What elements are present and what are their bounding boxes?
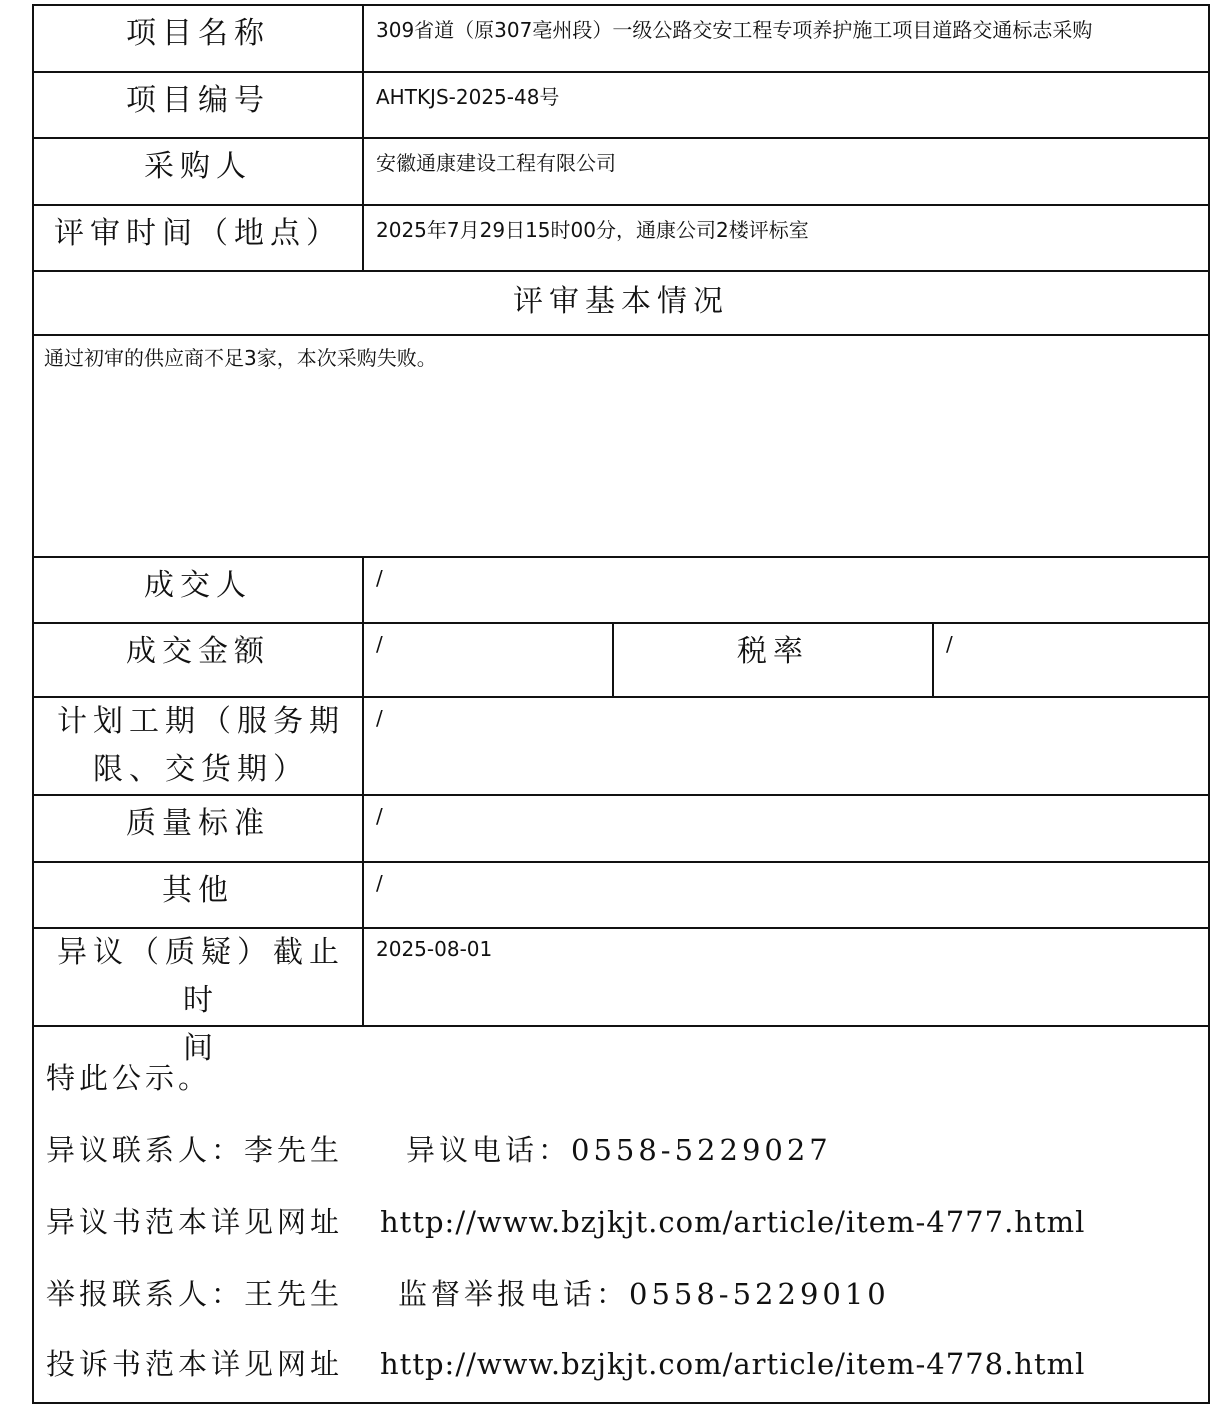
announcement-table	[32, 4, 1210, 1404]
deadline-label-line2: 间	[183, 1031, 219, 1066]
project-no-value: AHTKJS-2025-48号	[376, 85, 560, 109]
section-title-row	[34, 272, 1208, 336]
review-time-row	[34, 206, 1208, 272]
amount-value: /	[376, 632, 383, 656]
summary-row	[34, 336, 1208, 558]
objection-template-url[interactable]: http://www.bzjkjt.com/article/item-4777.html	[380, 1205, 1086, 1239]
objection-contact: 异议联系人：李先生	[46, 1133, 344, 1167]
period-row	[34, 698, 1208, 796]
period-label-line1: 计划工期（服务期	[57, 704, 345, 739]
winner-row	[34, 558, 1208, 624]
amount-cell	[364, 624, 614, 696]
objection-phone: 异议电话：0558-5229027	[406, 1133, 832, 1167]
report-line	[46, 1272, 1208, 1313]
other-value: /	[376, 871, 383, 895]
amount-label: 成交金额	[34, 624, 364, 696]
review-time-label: 评审时间（地点）	[34, 206, 364, 270]
tax-label-cell	[614, 624, 934, 696]
purchaser-value: 安徽通康建设工程有限公司	[376, 151, 616, 175]
complaint-template-url[interactable]: http://www.bzjkjt.com/article/item-4778.html	[380, 1347, 1086, 1381]
notice-intro: 特此公示。	[46, 1061, 212, 1095]
project-name-row	[34, 6, 1208, 73]
report-phone: 监督举报电话：0558-5229010	[398, 1277, 890, 1311]
tax-value: /	[946, 632, 953, 656]
period-label	[34, 698, 364, 794]
deadline-label-line1: 异议（质疑）截止时	[57, 935, 345, 1018]
quality-row	[34, 796, 1208, 863]
tax-value-cell	[934, 624, 1208, 696]
complaint-template-label: 投诉书范本详见网址	[46, 1347, 344, 1381]
winner-value: /	[376, 566, 383, 590]
period-label-line2: 限、交货期）	[93, 752, 309, 787]
winner-label: 成交人	[34, 558, 364, 622]
deadline-row	[34, 929, 1208, 1066]
review-time-value: 2025年7月29日15时00分，通康公司2楼评标室	[376, 218, 809, 242]
objection-template-line	[46, 1200, 1208, 1241]
project-name-label: 项目名称	[34, 6, 364, 71]
amount-row	[34, 624, 1208, 698]
report-contact: 举报联系人：王先生	[46, 1277, 344, 1311]
period-value: /	[376, 706, 383, 730]
objection-template-label: 异议书范本详见网址	[46, 1205, 344, 1239]
project-name-value: 309省道（原307亳州段）一级公路交安工程专项养护施工项目道路交通标志采购	[376, 18, 1093, 42]
tax-label: 税率	[737, 634, 809, 669]
summary-text: 通过初审的供应商不足3家，本次采购失败。	[44, 346, 437, 370]
other-label: 其他	[34, 863, 364, 927]
quality-value: /	[376, 804, 383, 828]
purchaser-row	[34, 139, 1208, 206]
other-row	[34, 863, 1208, 929]
deadline-label	[34, 929, 364, 1066]
project-no-label: 项目编号	[34, 73, 364, 137]
deadline-value: 2025-08-01	[376, 937, 493, 961]
purchaser-label: 采购人	[34, 139, 364, 204]
quality-label: 质量标准	[34, 796, 364, 861]
complaint-template-line	[46, 1342, 1208, 1383]
objection-line	[46, 1128, 1208, 1169]
project-no-row	[34, 73, 1208, 139]
section-title: 评审基本情况	[513, 284, 729, 319]
